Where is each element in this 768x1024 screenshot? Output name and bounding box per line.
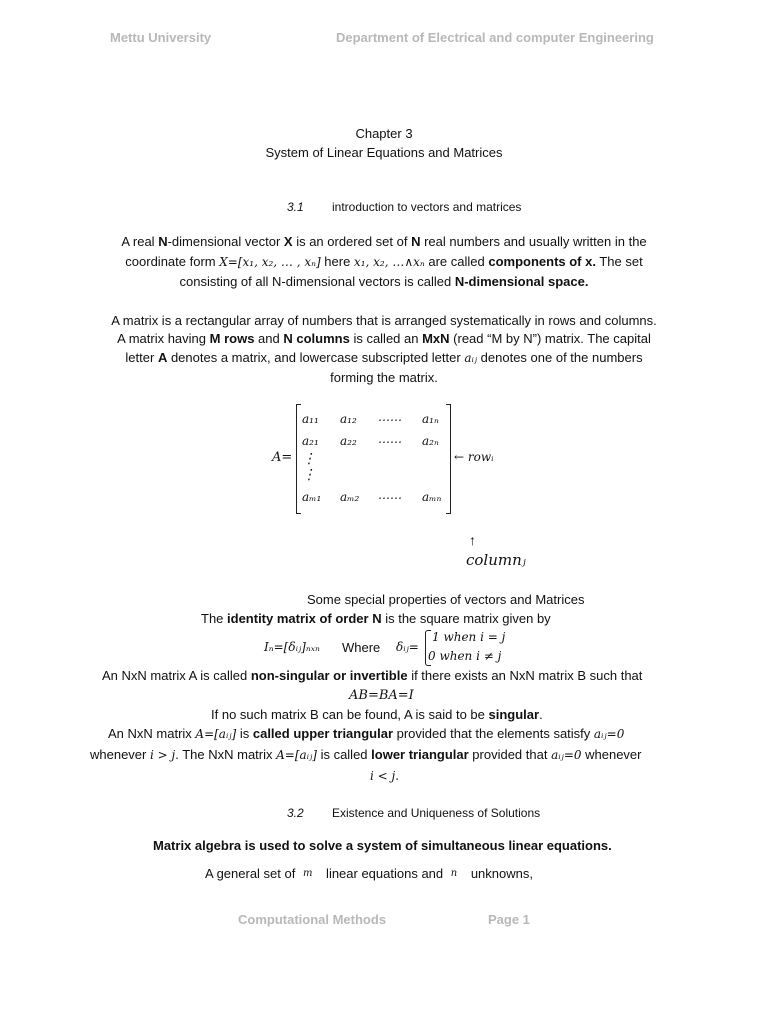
header-university: Mettu University: [110, 30, 212, 45]
where-label: Where: [342, 640, 381, 655]
footer-course: Computational Methods: [238, 912, 387, 927]
matrix-cell: ……: [378, 432, 402, 446]
upper-triangular-line: An NxN matrix A=[aᵢⱼ] is called upper triangular provided that the elements satisfy aᵢⱼ=0: [108, 726, 625, 741]
matrix-algebra-statement: Matrix algebra is used to solve a system of simultaneous linear equations.: [153, 838, 612, 853]
matrix-cell: aₘ₂: [340, 490, 360, 504]
case-equal: 1 when i = j: [432, 630, 506, 644]
row-label: ← rowᵢ: [454, 450, 494, 464]
matrix-cell: a₂₂: [340, 434, 357, 448]
matrix-left-bracket: [296, 404, 301, 514]
case-not-equal: 0 when i ≠ j: [428, 649, 502, 663]
components-formula: x₁, x₂, …∧xₙ: [353, 255, 425, 269]
lower-triangular-line: whenever i > j. The NxN matrix A=[aᵢⱼ] is called lower triangular provided that aᵢⱼ=0 whenever: [90, 747, 642, 762]
matrix-vdots: ⋮: [302, 467, 316, 483]
matrix-right-bracket: [446, 404, 451, 514]
chapter-title: System of Linear Equations and Matrices: [265, 145, 503, 160]
singular-line: If no such matrix B can be found, A is said to be singular.: [211, 707, 543, 722]
para2-line1: A matrix is a rectangular array of numbers that is arranged systematically in rows and columns.: [111, 313, 657, 328]
column-arrow-icon: ↑: [469, 532, 476, 548]
matrix-cell: a₂₁: [302, 434, 319, 448]
nonsingular-line: An NxN matrix A is called non-singular or invertible if there exists an NxN matrix B such that: [102, 668, 643, 683]
chapter-label: Chapter 3: [355, 126, 413, 141]
vector-formula: X=[x₁, x₂, … , xₙ]: [219, 255, 321, 269]
para1-line3: consisting of all N-dimensional vectors is called N-dimensional space.: [179, 274, 589, 289]
section-title: introduction to vectors and matrices: [332, 200, 522, 214]
para2-line2: A matrix having M rows and N columns is called an MxN (read “M by N”) matrix. The capital: [117, 331, 651, 346]
column-label: columnⱼ: [466, 551, 526, 569]
matrix-cell: ……: [378, 488, 402, 502]
matrix-cell: aₘₙ: [422, 490, 442, 504]
para1-line2: coordinate form X=[x₁, x₂, … , xₙ] here x₁, x₂, …∧xₙ are called components of x. The set: [125, 254, 643, 269]
matrix-cell: a₂ₙ: [422, 434, 439, 448]
identity-formula: Iₙ=[δᵢⱼ]ₙₓₙ: [264, 640, 320, 654]
header-department: Department of Electrical and computer Engineering: [336, 30, 654, 45]
general-set-line: A general set of m linear equations and n unknowns,: [205, 866, 533, 881]
matrix-cell: a₁₂: [340, 412, 357, 426]
identity-line: The identity matrix of order N is the square matrix given by: [201, 611, 551, 626]
lower-condition: i < j.: [370, 769, 400, 783]
matrix-cell: aₘ₁: [302, 490, 322, 504]
section-number: 3.1: [287, 200, 304, 214]
para2-line4: forming the matrix.: [330, 370, 438, 385]
aij-symbol: aᵢⱼ: [464, 351, 478, 365]
section-number: 3.2: [287, 806, 304, 820]
matrix-cell: a₁ₙ: [422, 412, 439, 426]
para1-line1: A real N-dimensional vector X is an ordered set of N real numbers and usually written in the: [121, 234, 647, 249]
delta-lhs: δᵢⱼ=: [396, 640, 419, 654]
matrix-lhs: A=: [272, 450, 293, 465]
props-heading: Some special properties of vectors and Matrices: [307, 592, 585, 607]
matrix-vdots: ⋮: [302, 451, 316, 467]
footer-page-number: Page 1: [488, 912, 530, 927]
matrix-cell: a₁₁: [302, 412, 319, 426]
inverse-formula: AB=BA=I: [349, 688, 414, 703]
section-title: Existence and Uniqueness of Solutions: [332, 806, 541, 820]
para2-line3: letter A denotes a matrix, and lowercase subscripted letter aᵢⱼ denotes one of the numbers: [125, 350, 643, 365]
matrix-cell: ……: [378, 410, 402, 424]
